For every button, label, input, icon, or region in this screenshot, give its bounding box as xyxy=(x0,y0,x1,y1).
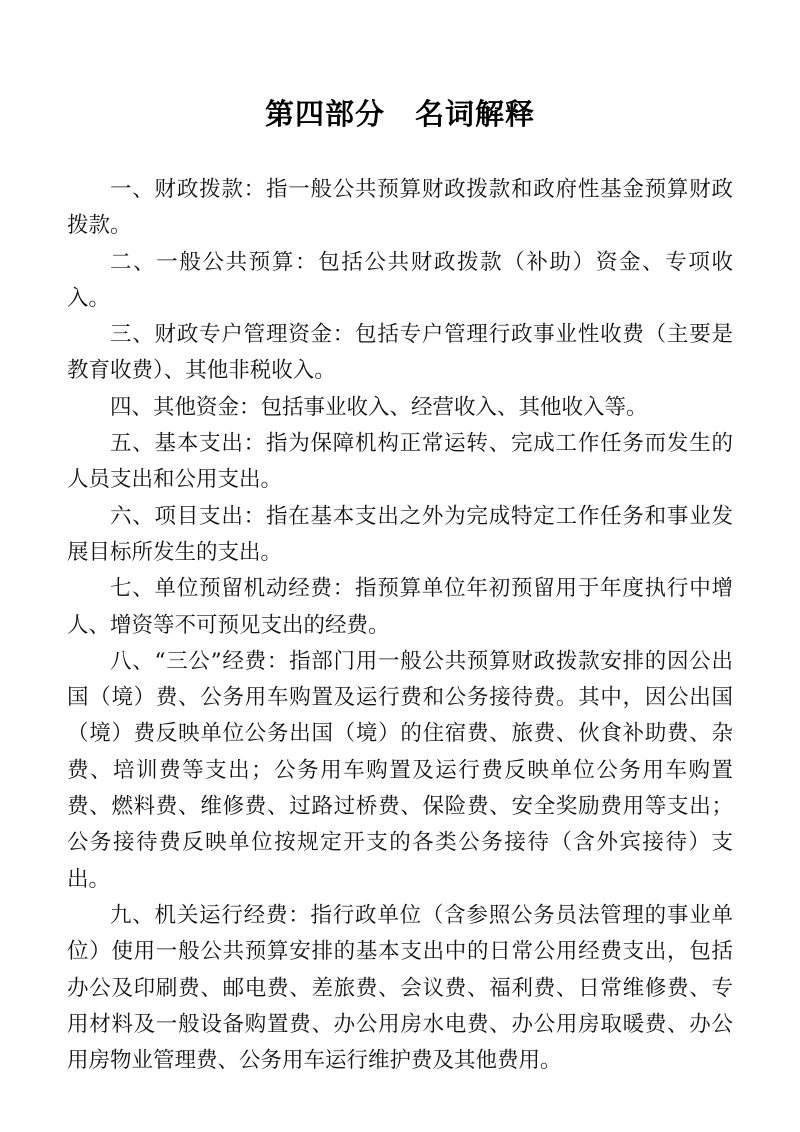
definition-agency-operating-expenses: 九、机关运行经费：指行政单位（含参照公务员法管理的事业单位）使用一般公共预算安排的基本支出中的日常公用经费支出，包括办公及印刷费、邮电费、差旅费、会议费、福利费、日常维修费、专用材料及一般设备购置费、办公用房水电费、办公用房取暖费、办公用房物业管理费、公务用车运行维护费及其他费用。 xyxy=(67,902,733,1074)
definition-other-funds: 四、其他资金：包括事业收入、经营收入、其他收入等。 xyxy=(110,394,648,420)
definition-general-public-budget: 二、一般公共预算：包括公共财政拨款（补助）资金、专项收入。 xyxy=(67,249,733,311)
definition-special-account-funds: 三、财政专户管理资金：包括专户管理行政事业性收费（主要是教育收费）、其他非税收入。 xyxy=(67,322,733,384)
definition-reserved-flexible-funds: 七、单位预留机动经费：指预算单位年初预留用于年度执行中增人、增资等不可预见支出的经费。 xyxy=(67,576,733,638)
definition-three-public-expenses: 八、“三公”经费：指部门用一般公共预算财政拨款安排的因公出国（境）费、公务用车购置及运行费和公务接待费。其中，因公出国（境）费反映单位公务出国（境）的住宿费、旅费、伙食补助费、杂费、培训费等支出；公务用车购置及运行费反映单位公务用车购置费、燃料费、维修费、过路过桥费、保险费、安全奖励费用等支出；公务接待费反映单位按规定开支的各类公务接待（含外宾接待）支出。 xyxy=(67,648,733,892)
definition-fiscal-appropriation: 一、财政拨款：指一般公共预算财政拨款和政府性基金预算财政拨款。 xyxy=(67,177,733,239)
page-title: 第四部分 名词解释 xyxy=(264,97,535,131)
definition-basic-expenditure: 五、基本支出：指为保障机构正常运转、完成工作任务而发生的人员支出和公用支出。 xyxy=(67,431,733,493)
definition-project-expenditure: 六、项目支出：指在基本支出之外为完成特定工作任务和事业发展目标所发生的支出。 xyxy=(67,503,733,565)
document-body xyxy=(67,172,733,1079)
